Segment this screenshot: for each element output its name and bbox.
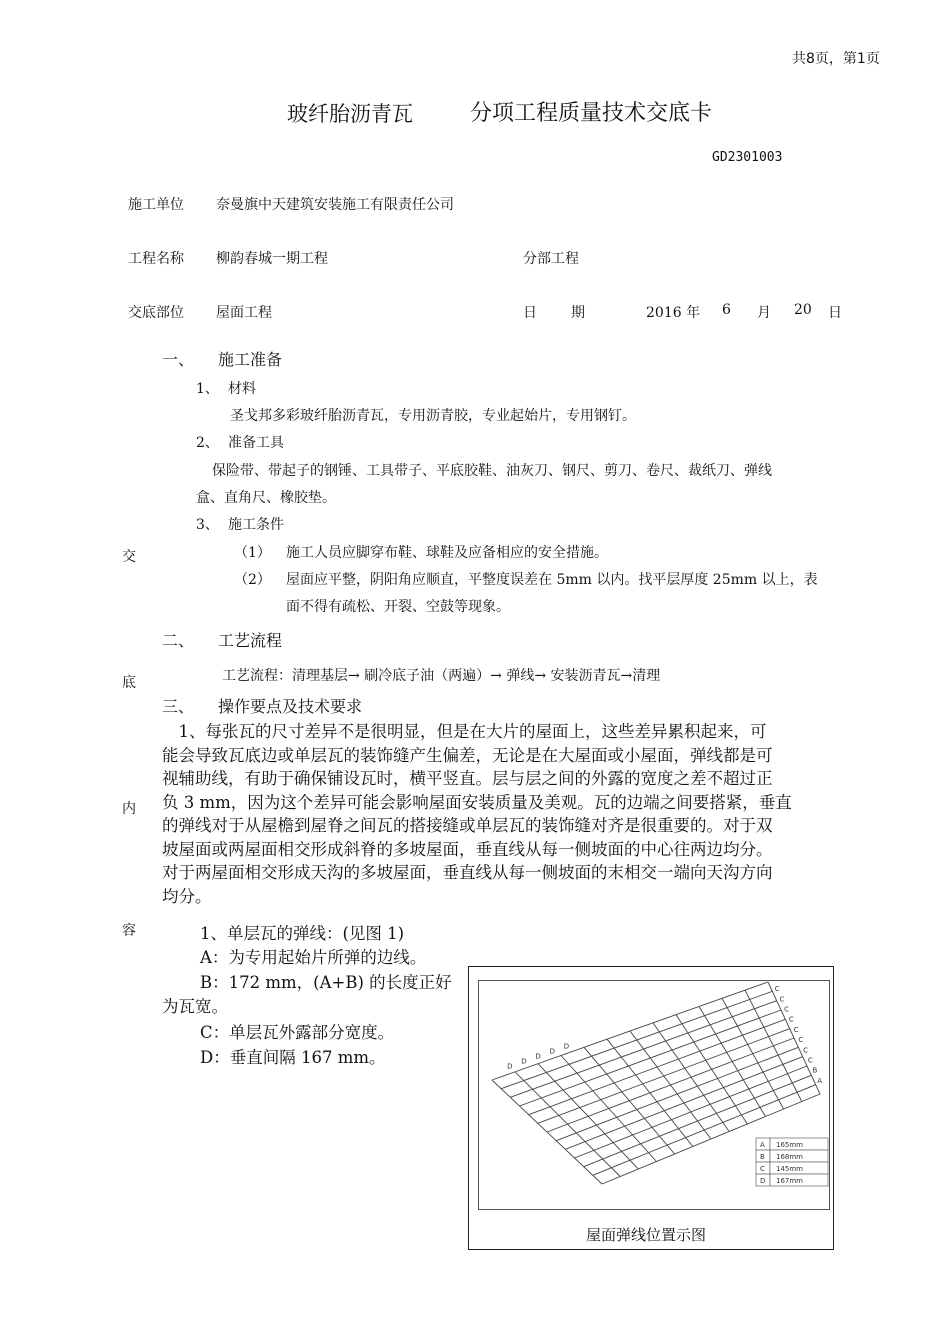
legend-value: 165mm (776, 1141, 803, 1149)
document-title: 分项工程质量技术交底卡 (470, 101, 713, 126)
roof-vertical-chalk-line (722, 998, 784, 1109)
edge-letter-label: C (788, 1015, 794, 1024)
date-month-unit: 月 (757, 305, 771, 321)
edge-letter-label: C (793, 1025, 799, 1034)
side-label-jiao: 交 (122, 549, 136, 565)
project-value: 柳韵春城一期工程 (216, 251, 328, 267)
paragraph-line: 1、每张瓦的尺寸差异不是很明显，但是在大片的屋面上，这些差异累积起来，可 (162, 722, 767, 741)
tools-text-line-2: 盒、直角尺、橡胶垫。 (196, 490, 336, 506)
section-1-1-number: 1、 (196, 381, 219, 397)
date-day-unit: 日 (828, 305, 842, 321)
technical-requirements-paragraph (162, 720, 882, 908)
project-label: 工程名称 (128, 251, 184, 267)
section-2-title: 工艺流程 (218, 631, 283, 650)
condition-2-text-line-2: 面不得有疏松、开裂、空鼓等现象。 (286, 599, 510, 615)
date-label-2: 期 (571, 305, 585, 321)
edge-letter-label: C (807, 1056, 813, 1065)
date-year: 2016 年 (646, 305, 701, 321)
date-month-number: 6 (722, 302, 731, 318)
condition-1-text: 施工人员应脚穿布鞋、球鞋及应备相应的安全措施。 (286, 545, 608, 561)
unit-label: 施工单位 (128, 197, 184, 213)
paragraph-line: 视辅助线，有助于确保铺设瓦时，横平竖直。层与层之间的外露的宽度之差不超过正 (162, 769, 773, 788)
legend-key: B (760, 1153, 765, 1161)
section-1-number: 一、 (162, 350, 195, 369)
edge-letter-label: C (798, 1036, 804, 1045)
paragraph-line: 坡屋面或两屋面相交形成斜脊的多坡屋面，垂直线从每一侧坡面的中心往两边均分。 (162, 839, 773, 859)
condition-2-number: （2） (234, 572, 271, 588)
section-1-2-number: 2、 (196, 435, 219, 451)
edge-letter-label: D (521, 1057, 527, 1066)
edge-letter-label: A (817, 1076, 823, 1085)
section-3-number: 三、 (162, 697, 195, 716)
materials-text: 圣戈邦多彩玻纤胎沥青瓦，专用沥青胶，专业起始片，专用钢钉。 (230, 408, 636, 424)
tools-text-line-1: 保险带、带起子的钢锤、工具带子、平底胶鞋、油灰刀、钢尺、剪刀、卷尺、裁纸刀、弹线 (212, 463, 772, 479)
item-a-text: A：为专用起始片所弹的边线。 (200, 948, 427, 967)
legend-key: A (760, 1141, 765, 1149)
paragraph-line: 能会导致瓦底边或单层瓦的装饰缝产生偏差，无论是在大屋面或小屋面，弹线都是可 (162, 745, 773, 765)
section-1-3-title: 施工条件 (228, 517, 284, 533)
item-b-text-line-2: 为瓦宽。 (162, 997, 228, 1016)
edge-letter-label: C (779, 995, 785, 1004)
legend-value: 168mm (776, 1153, 803, 1161)
legend-value: 145mm (776, 1165, 803, 1173)
roof-chalk-line-diagram (478, 980, 830, 1210)
document-title-material: 玻纤胎沥青瓦 (287, 102, 413, 126)
date-label-1: 日 (523, 305, 537, 321)
subproject-label: 分部工程 (523, 251, 579, 267)
edge-letter-label: D (535, 1052, 541, 1061)
side-label-rong: 容 (122, 923, 136, 939)
unit-value: 奈曼旗中天建筑安装施工有限责任公司 (216, 197, 454, 213)
paragraph-line: 均分。 (162, 886, 212, 906)
legend-key: C (760, 1165, 765, 1173)
condition-1-number: （1） (234, 545, 271, 561)
roof-vertical-chalk-line (699, 1007, 766, 1117)
legend-value: 167mm (776, 1177, 803, 1185)
item-d-text: D：垂直间隔 167 mm。 (200, 1048, 386, 1067)
single-layer-title: 1、单层瓦的弹线：(见图 1) (200, 924, 405, 943)
edge-letter-label: D (563, 1042, 570, 1051)
edge-letter-label: C (784, 1005, 790, 1014)
edge-letter-label: D (549, 1047, 555, 1056)
part-value: 屋面工程 (216, 305, 272, 321)
section-1-2-title: 准备工具 (228, 435, 284, 451)
date-day-number: 20 (794, 302, 812, 318)
paragraph-line: 对于两屋面相交形成天沟的多坡屋面，垂直线从每一侧坡面的末相交一端向天沟方向 (162, 863, 773, 882)
roof-vertical-chalk-line (515, 1072, 620, 1177)
edge-letter-label: C (803, 1046, 808, 1055)
legend-key: D (760, 1177, 766, 1185)
part-label: 交底部位 (128, 305, 184, 321)
process-flow-text: 工艺流程：清理基层→ 刷冷底子油（两遍）→ 弹线→ 安装沥青瓦→清理 (222, 668, 661, 684)
edge-letter-label: D (507, 1062, 513, 1071)
condition-2-text-line-1: 屋面应平整，阴阳角应顺直，平整度误差在 5mm 以内。找平层厚度 25mm 以上，表 (286, 572, 818, 588)
section-2-number: 二、 (162, 631, 195, 650)
edge-letter-label: B (812, 1066, 818, 1075)
side-label-di: 底 (122, 675, 136, 691)
roof-vertical-chalk-line (768, 982, 823, 1094)
side-label-nei: 内 (122, 801, 136, 817)
section-1-title: 施工准备 (218, 350, 283, 369)
figure-caption: 屋面弹线位置示图 (586, 1226, 707, 1244)
paragraph-line: 的弹线对于从屋檐到屋脊之间瓦的搭接缝或单层瓦的装饰缝对齐是很重要的。对于双 (162, 816, 773, 835)
section-1-3-number: 3、 (196, 517, 219, 533)
roof-vertical-chalk-line (745, 990, 802, 1101)
paragraph-line: 负 3 mm，因为这个差异可能会影响屋面安装质量及美观。瓦的边端之间要搭紧，垂直 (162, 792, 792, 812)
item-c-text: C：单层瓦外露部分宽度。 (200, 1023, 395, 1042)
section-3-title: 操作要点及技术要求 (218, 697, 363, 716)
edge-letter-label: C (774, 985, 780, 994)
item-b-text-line-1: B：172 mm，(A+B) 的长度正好 (200, 973, 452, 992)
page-counter: 共8页，第1页 (792, 51, 880, 67)
document-code: GD2301003 (712, 150, 783, 165)
section-1-1-title: 材料 (228, 381, 256, 397)
